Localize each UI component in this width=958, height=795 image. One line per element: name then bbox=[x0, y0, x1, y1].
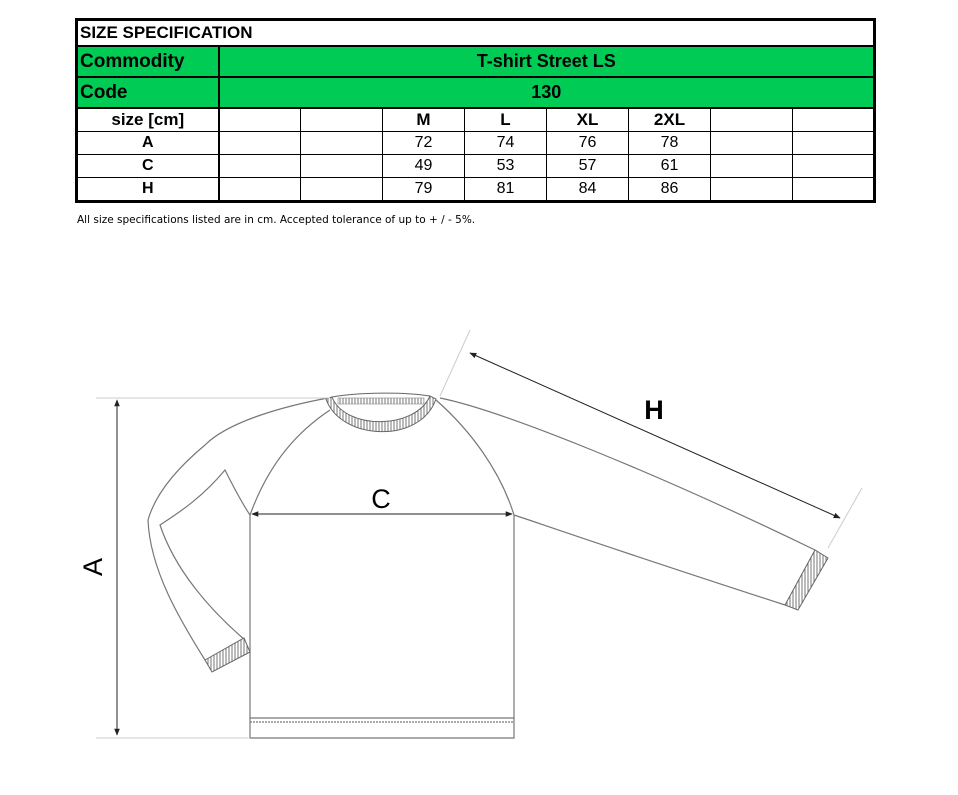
table-cell: 76 bbox=[547, 132, 629, 155]
table-cell: 81 bbox=[465, 178, 547, 202]
dimension-h bbox=[440, 330, 862, 548]
table-cell: 79 bbox=[383, 178, 465, 202]
table-cell: 49 bbox=[383, 155, 465, 178]
table-cell: 84 bbox=[547, 178, 629, 202]
left-cuff bbox=[205, 638, 250, 672]
code-label: Code bbox=[77, 77, 219, 108]
size-col-l: L bbox=[465, 108, 547, 132]
table-cell: 74 bbox=[465, 132, 547, 155]
table-title: SIZE SPECIFICATION bbox=[77, 20, 875, 47]
tshirt-outline bbox=[148, 398, 815, 738]
dimension-a bbox=[96, 398, 330, 738]
size-col-2xl: 2XL bbox=[629, 108, 711, 132]
size-header-label: size [cm] bbox=[77, 108, 219, 132]
commodity-value: T-shirt Street LS bbox=[219, 46, 875, 77]
right-cuff bbox=[785, 550, 828, 610]
size-col-xl: XL bbox=[547, 108, 629, 132]
table-cell: 72 bbox=[383, 132, 465, 155]
row-label-c: C bbox=[77, 155, 219, 178]
table-cell: 78 bbox=[629, 132, 711, 155]
label-c: C bbox=[371, 484, 391, 514]
label-a: A bbox=[78, 557, 108, 577]
table-cell: 53 bbox=[465, 155, 547, 178]
row-label-h: H bbox=[77, 178, 219, 202]
tolerance-note: All size specifications listed are in cm. Accepted tolerance of up to + / - 5%. bbox=[77, 214, 476, 226]
table-cell: 57 bbox=[547, 155, 629, 178]
label-h: H bbox=[644, 395, 664, 425]
row-label-a: A bbox=[77, 132, 219, 155]
commodity-label: Commodity bbox=[77, 46, 219, 77]
table-cell: 61 bbox=[629, 155, 711, 178]
code-value: 130 bbox=[219, 77, 875, 108]
table-cell: 86 bbox=[629, 178, 711, 202]
size-col-m: M bbox=[383, 108, 465, 132]
collar-rib bbox=[326, 393, 436, 432]
